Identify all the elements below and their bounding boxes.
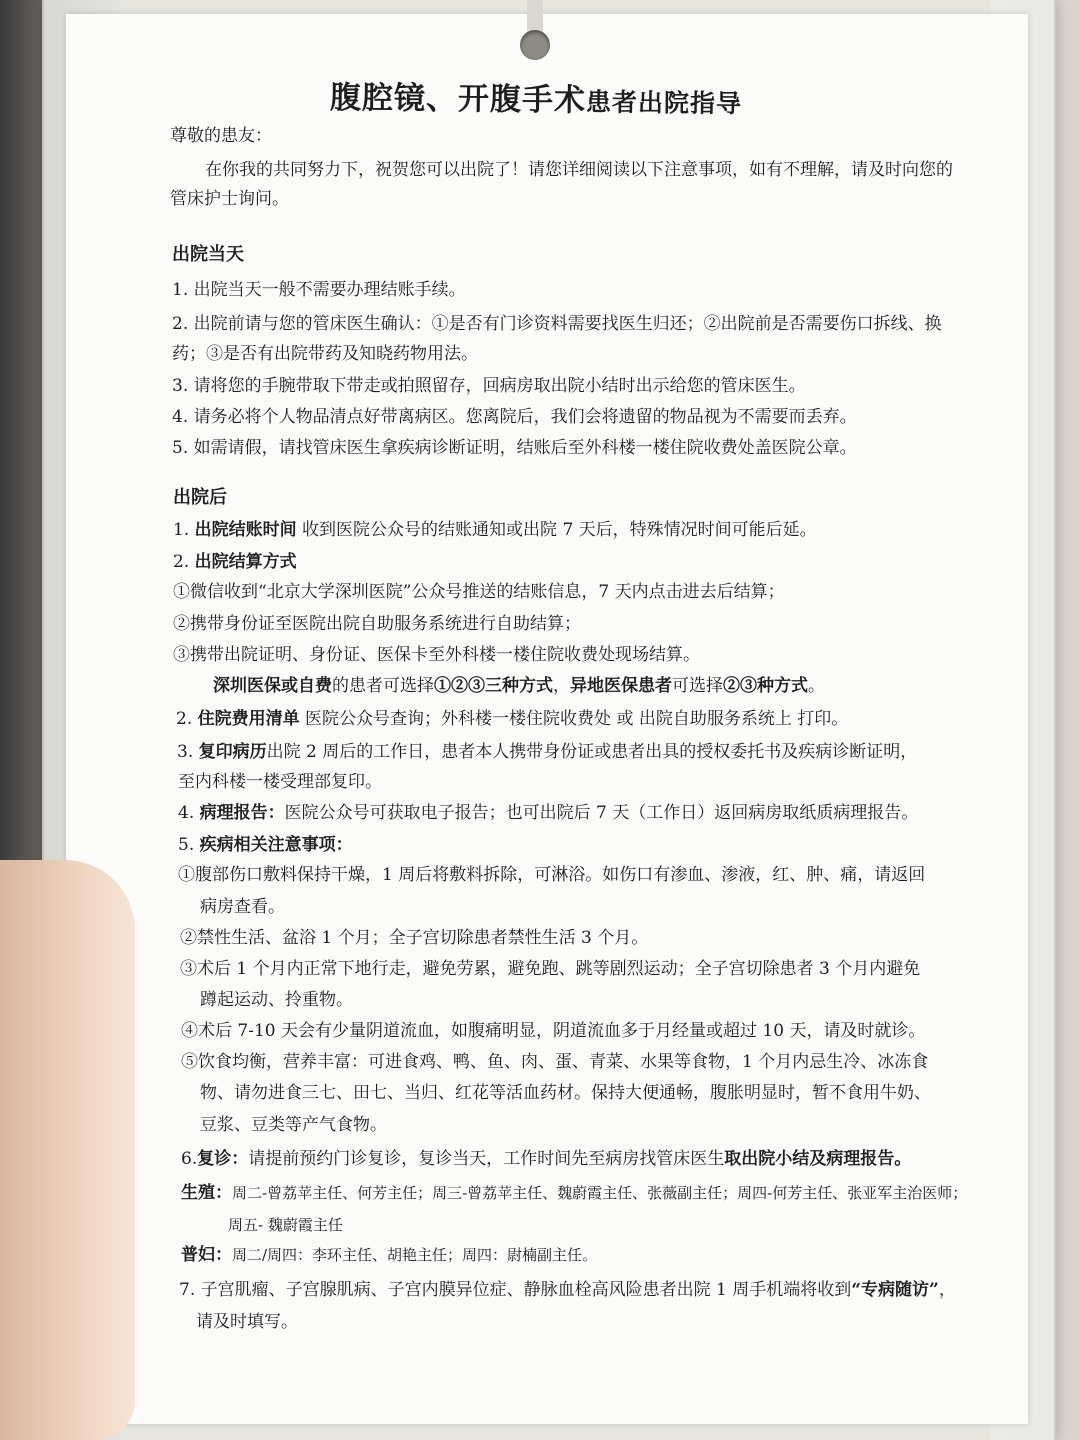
discharge-day-item-4: 4. 请务必将个人物品清点好带离病区。您离院后，我们会将遗留的物品视为不需要而丢弃。 — [172, 407, 857, 427]
note-part-2: 的患者可选择 — [332, 676, 434, 696]
intro-line-1: 在你我的共同努力下，祝贺您可以出院了！请您详细阅读以下注意事项，如有不理解，请及时向您的 — [205, 160, 953, 180]
fee-list-num: 2. — [176, 709, 193, 729]
records-text: 出院 2 周后的工作日，患者本人携带身份证或患者出具的授权委托书及疾病诊断证明， — [266, 742, 918, 762]
pathology-label: 病理报告： — [199, 803, 285, 823]
precaution-2: ②禁性生活、盆浴 1 个月；全子宫切除患者禁性生活 3 个月。 — [180, 928, 649, 948]
pathology-num: 4. — [178, 803, 195, 823]
reproductive-label: 生殖： — [181, 1183, 232, 1203]
pathology-text: 医院公众号可获取电子报告；也可出院后 7 天（工作日）返回病房取纸质病理报告。 — [284, 803, 919, 823]
note-part-1: 深圳医保或自费 — [213, 676, 332, 696]
precaution-1b: 病房查看。 — [200, 897, 285, 917]
settlement-option-3: ③携带出院证明、身份证、医保卡至外科楼一楼住院收费处现场结算。 — [173, 645, 700, 665]
settlement-option-1: ①微信收到“北京大学深圳医院”公众号推送的结账信息，7 天内点击进去后结算； — [173, 582, 785, 602]
special-text-2: 请及时填写。 — [196, 1312, 298, 1332]
greeting: 尊敬的患友： — [170, 126, 272, 146]
title-main: 腹腔镜、开腹手术 — [329, 79, 587, 119]
precaution-3b: 蹲起运动、拎重物。 — [200, 990, 353, 1010]
after-item-1 — [173, 518, 817, 542]
precaution-5c: 豆浆、豆类等产气食物。 — [200, 1115, 387, 1135]
special-text-end: ， — [938, 1280, 956, 1300]
reproductive-text: 周二-曾荔苹主任、何芳主任；周三-曾荔苹主任、魏蔚霞主任、张薇副主任；周四-何芳主任、张亚军主治医师； — [232, 1184, 968, 1202]
special-bold: “专病随访” — [851, 1280, 939, 1300]
precaution-5b: 物、请勿进食三七、田七、当归、红花等活血药材。保持大便通畅，腹胀明显时，暂不食用牛奶、 — [200, 1083, 931, 1103]
after-item-1-text: 收到医院公众号的结账通知或出院 7 天后，特殊情况时间可能后延。 — [302, 520, 817, 540]
after-item-precautions — [178, 833, 353, 857]
after-item-special-follow-up — [179, 1278, 956, 1302]
note-part-5: 异地医保患者 — [570, 676, 672, 696]
precaution-1: ①腹部伤口敷料保持干燥，1 周后将敷料拆除，可淋浴。如伤口有渗血、渗液，红、肿、痛，请返回 — [178, 865, 926, 885]
gynecology-clinic — [181, 1243, 597, 1267]
discharge-day-item-2b: 药；③是否有出院带药及知晓药物用法。 — [172, 344, 478, 364]
note-part-6: 可选择 — [672, 676, 723, 696]
records-label: 复印病历 — [198, 742, 267, 762]
fee-list-label: 住院费用清单 — [197, 709, 300, 729]
discharge-day-item-3: 3. 请将您的手腕带取下带走或拍照留存，回病房取出院小结时出示给您的管床医生。 — [172, 376, 806, 396]
follow-up-bold: 取出院小结及病理报告。 — [724, 1149, 912, 1169]
follow-up-label: 复诊： — [197, 1149, 249, 1169]
gynecology-text: 周二/周四：李环主任、胡艳主任；周四：尉楠副主任。 — [232, 1246, 598, 1264]
discharge-day-item-1: 1. 出院当天一般不需要办理结账手续。 — [172, 280, 466, 300]
reproductive-text-2: 周五- 魏蔚霞主任 — [228, 1216, 343, 1234]
discharge-day-item-5: 5. 如需请假，请找管床医生拿疾病诊断证明，结账后至外科楼一楼住院收费处盖医院公章。 — [172, 438, 857, 458]
page-title — [330, 72, 742, 121]
note-part-3: ①②③三种方式 — [434, 676, 553, 696]
follow-up-num: 6. — [181, 1149, 198, 1169]
precautions-num: 5. — [178, 835, 195, 855]
after-item-2-num: 2. — [173, 552, 190, 572]
fee-list-text: 医院公众号查询；外科楼一楼住院收费处 或 出院自助服务系统上 打印。 — [305, 709, 849, 729]
note-part-7: ②③种方式 — [723, 676, 808, 696]
after-item-fee-list — [176, 707, 848, 731]
intro-line-2: 管床护士询问。 — [170, 189, 289, 209]
note-part-4: ， — [553, 676, 570, 696]
after-item-pathology — [178, 801, 918, 825]
hand-thumb — [0, 860, 135, 1440]
after-item-1-num: 1. — [173, 520, 190, 540]
after-item-2 — [173, 550, 297, 574]
settlement-note — [213, 674, 825, 698]
after-item-1-label: 出院结账时间 — [194, 520, 297, 540]
discharge-day-item-2: 2. 出院前请与您的管床医生确认：①是否有门诊资料需要找医生归还；②出院前是否需要伤口拆线、换 — [172, 314, 942, 334]
special-num: 7. — [179, 1280, 196, 1300]
after-item-follow-up — [181, 1147, 911, 1171]
special-text: 子宫肌瘤、子宫腺肌病、子宫内膜异位症、静脉血栓高风险患者出院 1 周手机端将收到 — [200, 1280, 852, 1300]
precaution-5: ⑤饮食均衡，营养丰富：可进食鸡、鸭、鱼、肉、蛋、青菜、水果等食物，1 个月内忌生冷、冰冻食 — [181, 1052, 929, 1072]
section-after-discharge-title: 出院后 — [173, 487, 227, 508]
title-sub: 患者出院指导 — [585, 87, 743, 119]
precaution-3: ③术后 1 个月内正常下地行走，避免劳累，避免跑、跳等剧烈运动；全子宫切除患者 3 个月内避免 — [180, 959, 921, 979]
gynecology-label: 普妇： — [181, 1245, 232, 1265]
after-item-2-label: 出院结算方式 — [194, 552, 297, 572]
records-text-2: 至内科楼一楼受理部复印。 — [178, 772, 382, 792]
note-part-8: 。 — [808, 676, 825, 696]
section-discharge-day-title: 出院当天 — [172, 244, 244, 265]
records-num: 3. — [177, 742, 194, 762]
precautions-label: 疾病相关注意事项： — [199, 835, 353, 855]
follow-up-text: 请提前预约门诊复诊，复诊当天，工作时间先至病房找管床医生 — [248, 1149, 725, 1169]
after-item-records — [177, 740, 917, 764]
precaution-4: ④术后 7-10 天会有少量阴道流血，如腹痛明显，阴道流血多于月经量或超过 10 天，请及时就诊。 — [181, 1021, 926, 1041]
settlement-option-2: ②携带身份证至医院出院自助服务系统进行自助结算； — [173, 614, 581, 634]
reproductive-clinic — [181, 1181, 967, 1205]
